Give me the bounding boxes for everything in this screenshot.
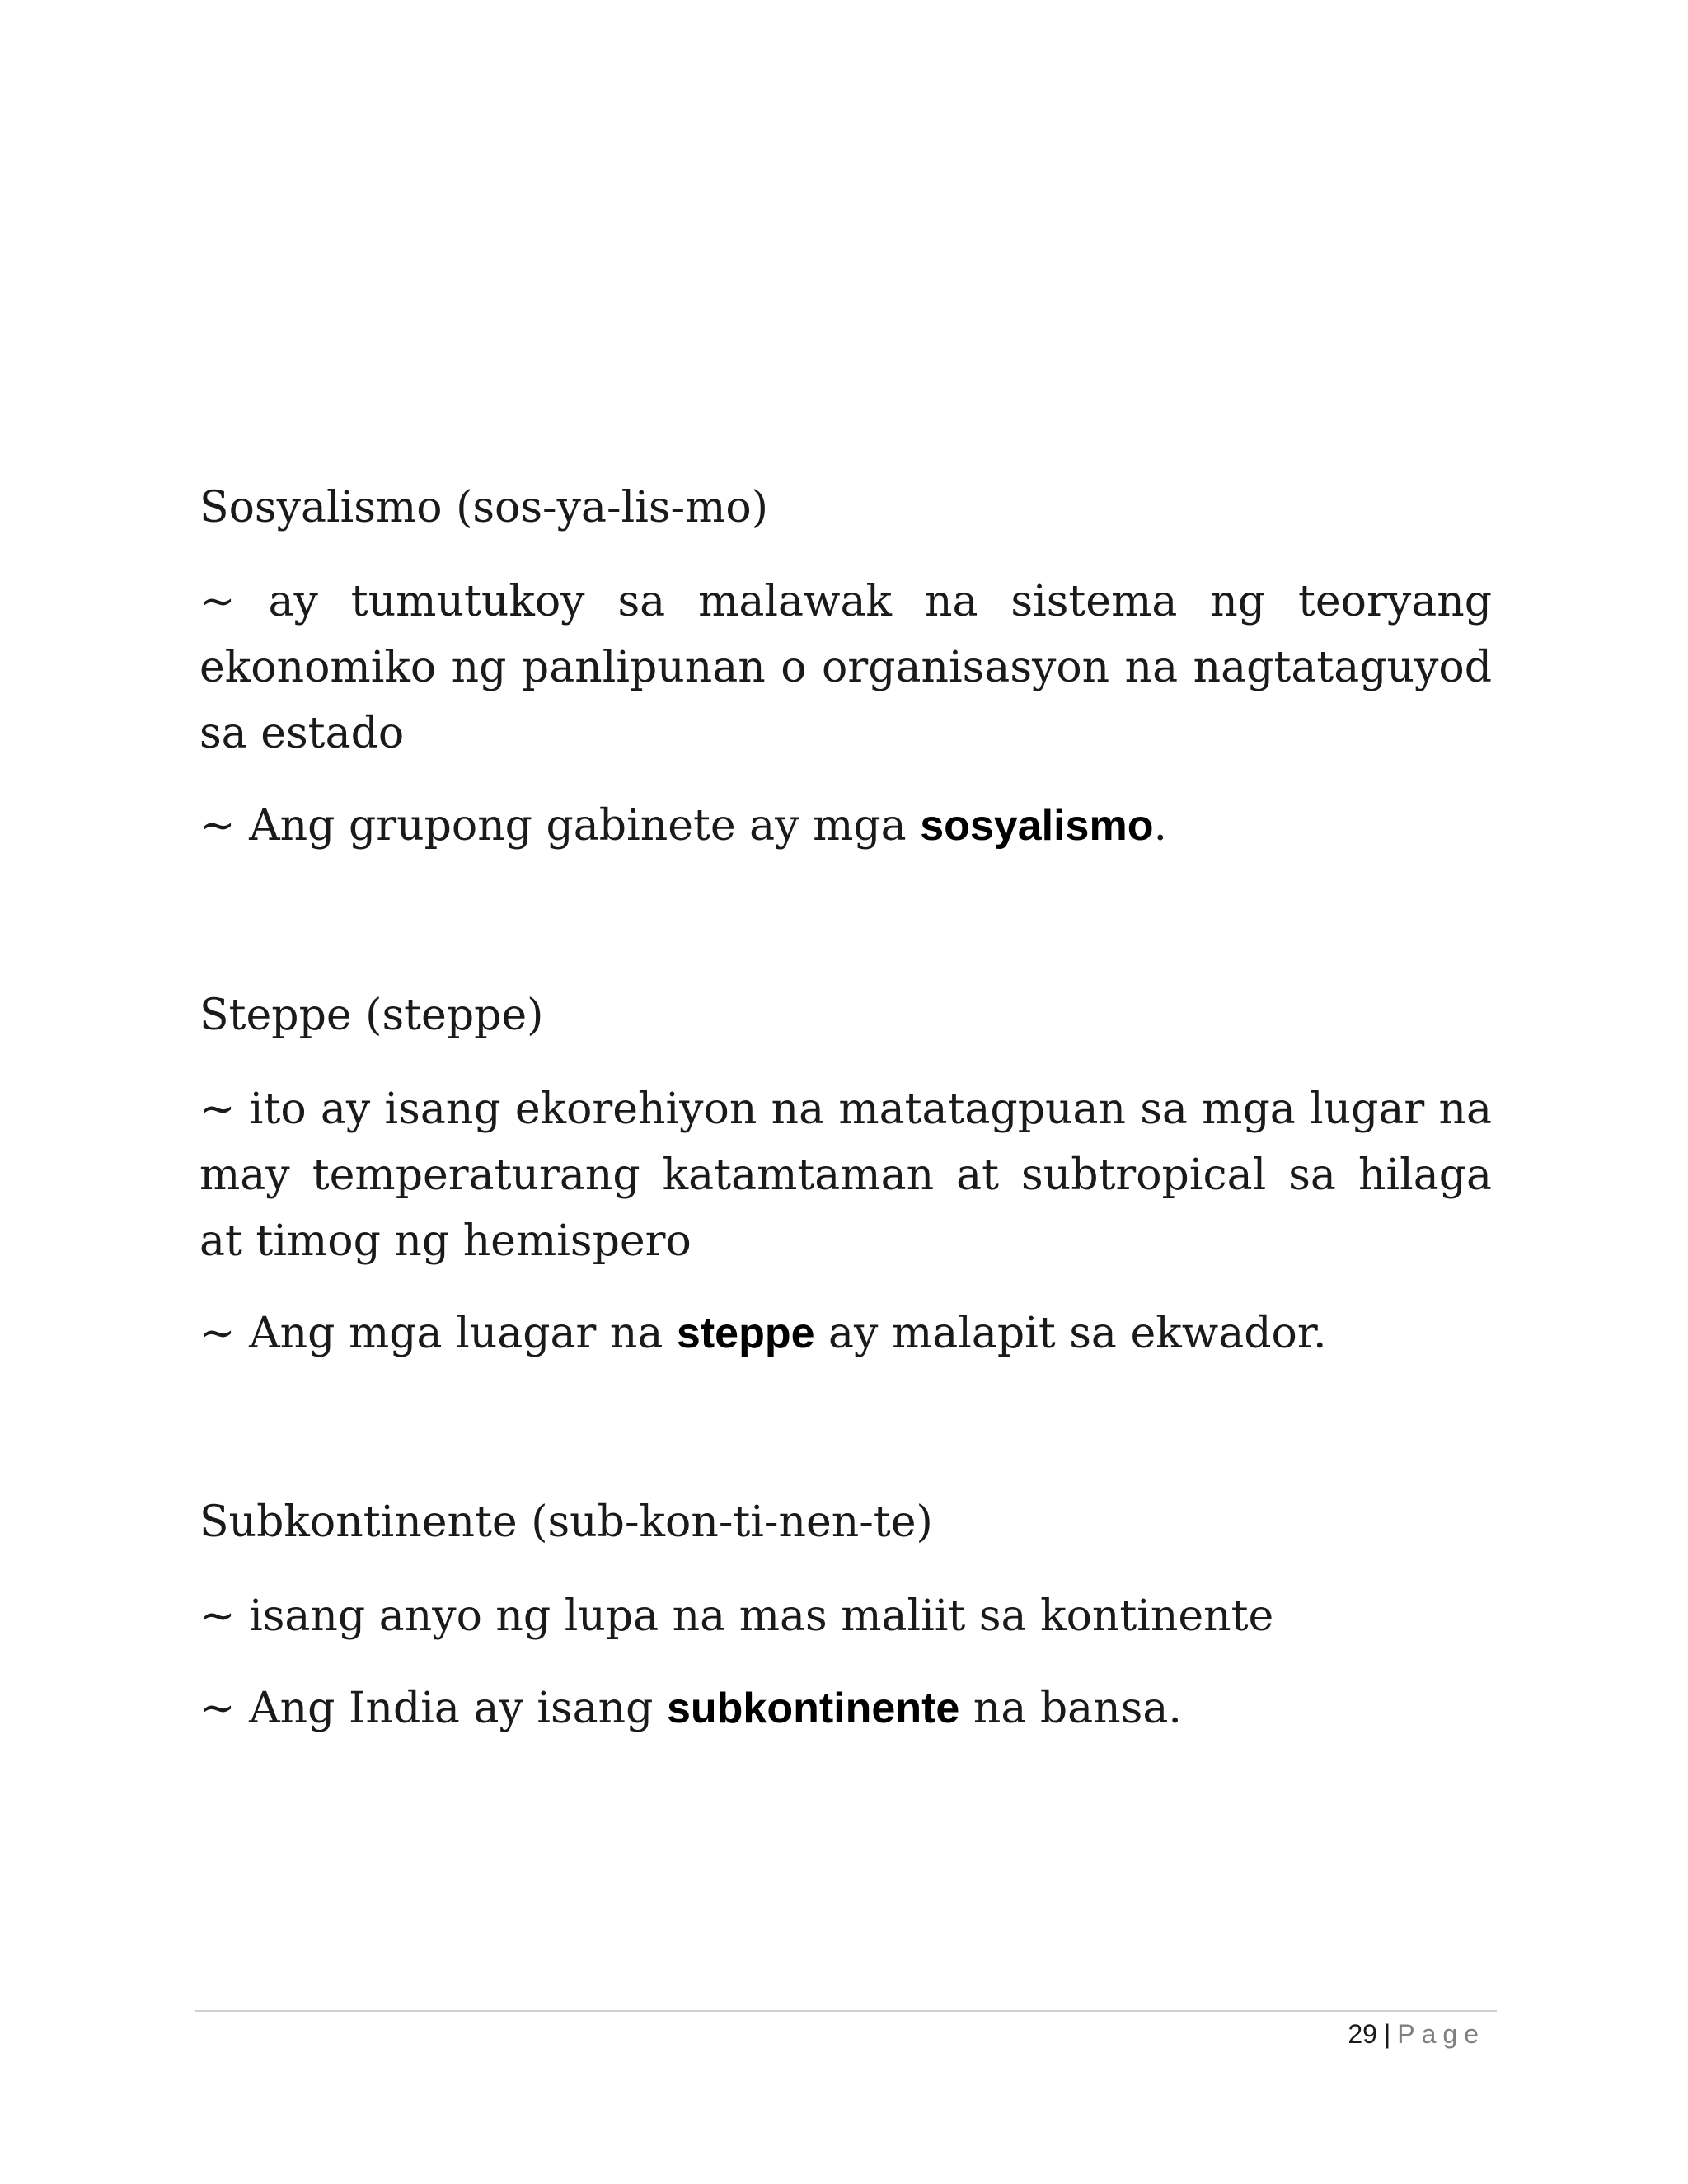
page-footer [1348,2018,1485,2050]
example-text: ~ Ang grupong gabinete ay mga [199,801,921,851]
example-term: subkontinente [666,1685,960,1732]
page-label: Page [1397,2019,1485,2049]
glossary-entry [199,1496,1492,1741]
example-term: sosyalismo [920,802,1154,850]
example-text: na bansa. [959,1684,1182,1733]
term-definition: ~ isang anyo ng lupa na mas maliit sa kontinente [199,1591,1274,1641]
page-number: 29 [1348,2019,1377,2049]
example-text: ~ Ang India ay isang [199,1684,667,1733]
footer-separator: | [1383,2019,1391,2049]
term-example [199,1301,1492,1366]
term-definition: ~ ay tumutukoy sa malawak na sistema ng teoryang ekonomiko ng panlipunan o organisasyon na nagtataguyod sa estado [199,577,1492,758]
term-definition: ~ ito ay isang ekorehiyon na matatagpuan sa mga lugar na may temperaturang katamtaman at subtropical sa hilaga at timog ng hemispero [199,1085,1492,1266]
glossary-entry [199,989,1492,1366]
term-heading: Sosyalismo (sos-ya-lis-mo) [199,483,768,532]
example-term: steppe [676,1310,815,1357]
example-text: ay malapit sa ekwador. [814,1309,1327,1358]
term-heading: Subkontinente (sub-kon-ti-nen-te) [199,1497,933,1547]
example-text: . [1153,801,1167,851]
term-example [199,793,1492,859]
footer-divider [195,2010,1497,2012]
term-heading: Steppe (steppe) [199,991,544,1040]
example-text: ~ Ang mga luagar na [199,1309,677,1358]
glossary-entry [199,481,1492,859]
term-example [199,1675,1492,1741]
